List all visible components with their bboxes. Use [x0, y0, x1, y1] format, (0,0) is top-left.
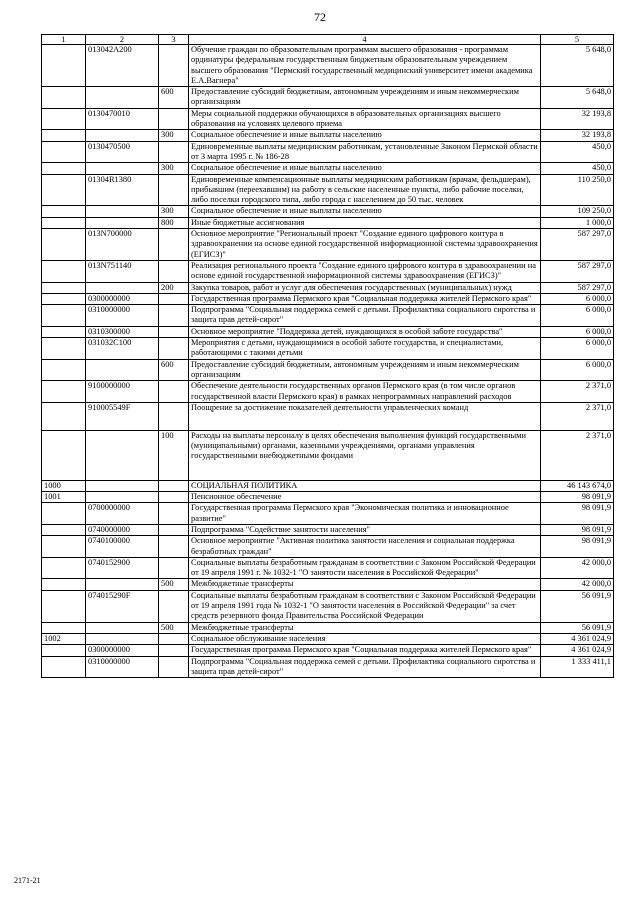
- table-row: [42, 326, 614, 337]
- target-article-code: 9100000000: [86, 381, 159, 403]
- amount: 110 250,0: [541, 174, 614, 206]
- target-article-code: [86, 492, 159, 503]
- expense-type-code: [159, 590, 189, 622]
- target-article-code: 013N700000: [86, 229, 159, 261]
- target-article-code: 0310000000: [86, 305, 159, 327]
- table-row: [42, 645, 614, 656]
- section-code: 1001: [42, 492, 86, 503]
- expense-description: Обеспечение деятельности государственных органов Пермского края (в том числе органов государственной власти Пермского края) в рамках непрограммных направлений расходов: [189, 381, 541, 403]
- section-code: 1000: [42, 480, 86, 491]
- section-code: [42, 217, 86, 228]
- amount: 450,0: [541, 163, 614, 174]
- amount: 56 091,9: [541, 622, 614, 633]
- table-row: [42, 633, 614, 644]
- section-code: [42, 402, 86, 430]
- expense-type-code: [159, 536, 189, 558]
- table-row: [42, 480, 614, 491]
- table-row: [42, 402, 614, 430]
- expense-type-code: [159, 45, 189, 87]
- expense-description: Подпрограмма "Социальная поддержка семей с детьми. Профилактика социального сиротства и защита прав детей-сирот": [189, 305, 541, 327]
- expense-description: Межбюджетные трансферты: [189, 579, 541, 590]
- expense-description: Социальное обеспечение и иные выплаты населению: [189, 206, 541, 217]
- expense-type-code: [159, 108, 189, 130]
- column-header: 3: [159, 35, 189, 45]
- table-row: [42, 579, 614, 590]
- section-code: [42, 524, 86, 535]
- section-code: [42, 430, 86, 480]
- column-header: 5: [541, 35, 614, 45]
- column-header: 1: [42, 35, 86, 45]
- expense-type-code: 500: [159, 579, 189, 590]
- table-row: [42, 260, 614, 282]
- target-article-code: 0740000000: [86, 524, 159, 535]
- amount: 2 371,0: [541, 430, 614, 480]
- amount: 4 361 024,9: [541, 645, 614, 656]
- section-code: [42, 557, 86, 579]
- table-row: [42, 503, 614, 525]
- table-row: [42, 174, 614, 206]
- table-row: [42, 206, 614, 217]
- target-article-code: [86, 633, 159, 644]
- target-article-code: 074015290F: [86, 590, 159, 622]
- table-row: [42, 430, 614, 480]
- target-article-code: [86, 480, 159, 491]
- target-article-code: [86, 622, 159, 633]
- table-row: [42, 108, 614, 130]
- expense-type-code: [159, 402, 189, 430]
- expense-description: Социальное обеспечение и иные выплаты населению: [189, 130, 541, 141]
- expense-type-code: [159, 633, 189, 644]
- expense-type-code: 500: [159, 622, 189, 633]
- section-code: [42, 536, 86, 558]
- section-code: [42, 282, 86, 293]
- expense-type-code: [159, 326, 189, 337]
- expense-description: Подпрограмма "Социальная поддержка семей с детьми. Профилактика социального сиротства и защита прав детей-сирот": [189, 656, 541, 678]
- section-code: [42, 305, 86, 327]
- amount: 1 333 411,1: [541, 656, 614, 678]
- expense-type-code: [159, 480, 189, 491]
- section-code: [42, 326, 86, 337]
- table-row: [42, 163, 614, 174]
- expense-description: Государственная программа Пермского края "Социальная поддержка жителей Пермского края": [189, 645, 541, 656]
- section-code: [42, 141, 86, 163]
- amount: 6 000,0: [541, 305, 614, 327]
- expense-description: Расходы на выплаты персоналу в целях обеспечения выполнения функций государственными (муниципальными) органами, казенными учреждениями, органами управления государственными внебюджетными фондами: [189, 430, 541, 480]
- amount: 109 250,0: [541, 206, 614, 217]
- section-code: [42, 87, 86, 109]
- target-article-code: [86, 163, 159, 174]
- expense-description: Основное мероприятие "Региональный проект "Создание единого цифрового контура в здравоохранении на основе единой государственной информационной системы здравоохранения (ЕГИСЗ)": [189, 229, 541, 261]
- amount: 2 371,0: [541, 381, 614, 403]
- expense-type-code: 800: [159, 217, 189, 228]
- expense-type-code: [159, 141, 189, 163]
- target-article-code: 013042A200: [86, 45, 159, 87]
- expense-description: Основное мероприятие "Активная политика занятости населения и социальная поддержка безработных граждан": [189, 536, 541, 558]
- expense-type-code: [159, 656, 189, 678]
- expense-type-code: 300: [159, 130, 189, 141]
- table-row: [42, 590, 614, 622]
- expense-description: Социальное обслуживание населения: [189, 633, 541, 644]
- target-article-code: 0130470010: [86, 108, 159, 130]
- amount: 98 091,9: [541, 492, 614, 503]
- section-code: [42, 590, 86, 622]
- table-row: [42, 217, 614, 228]
- amount: 6 000,0: [541, 359, 614, 381]
- expense-description: Социальное обеспечение и иные выплаты населению: [189, 163, 541, 174]
- section-code: [42, 229, 86, 261]
- expense-description: Поощрение за достижение показателей деятельности управленческих команд: [189, 402, 541, 430]
- target-article-code: [86, 359, 159, 381]
- expense-description: Единовременные выплаты медицинским работникам, установленные Законом Пермской области от 3 марта 1995 г. № 186-28: [189, 141, 541, 163]
- expense-description: Обучение граждан по образовательным программам высшего образования - программам ординатуры федеральным государственным бюджетным образовательным учреждением высшего образования "Пермский государственный медицинский университет имени академика Е.А.Вагнера": [189, 45, 541, 87]
- section-code: [42, 174, 86, 206]
- section-code: [42, 381, 86, 403]
- expense-type-code: [159, 503, 189, 525]
- expense-type-code: [159, 305, 189, 327]
- expense-description: Реализация регионального проекта "Создание единого цифрового контура в здравоохранении на основе единой государственной информационной системы здравоохранения (ЕГИСЗ)": [189, 260, 541, 282]
- target-article-code: 0300000000: [86, 645, 159, 656]
- table-row: [42, 141, 614, 163]
- expense-type-code: 600: [159, 87, 189, 109]
- expense-description: Государственная программа Пермского края "Социальная поддержка жителей Пермского края": [189, 293, 541, 304]
- expense-description: Меры социальной поддержки обучающихся в образовательных организациях высшего образования на условиях целевого приема: [189, 108, 541, 130]
- section-code: [42, 108, 86, 130]
- table-row: [42, 656, 614, 678]
- table-row: [42, 359, 614, 381]
- target-article-code: 0310000000: [86, 656, 159, 678]
- expense-description: Мероприятия с детьми, нуждающимися в особой заботе государства, и специалистами, работающими с такими детьми: [189, 338, 541, 360]
- amount: 587 297,0: [541, 260, 614, 282]
- expense-description: Предоставление субсидий бюджетным, автономным учреждениям и иным некоммерческим организациям: [189, 87, 541, 109]
- expense-description: Предоставление субсидий бюджетным, автономным учреждениям и иным некоммерческим организациям: [189, 359, 541, 381]
- target-article-code: 031032С100: [86, 338, 159, 360]
- amount: 6 000,0: [541, 326, 614, 337]
- amount: 98 091,9: [541, 503, 614, 525]
- table-row: [42, 524, 614, 535]
- amount: 6 000,0: [541, 338, 614, 360]
- section-code: [42, 163, 86, 174]
- amount: 587 297,0: [541, 229, 614, 261]
- budget-table-body: [42, 35, 614, 678]
- expense-description: Единовременные компенсационные выплаты медицинским работникам (врачам, фельдшерам), прибывшим (переехавшим) на работу в сельские населенные пункты, либо рабочие поселки, либо поселки городского типа, либо города с населением до 50 тыс. человек: [189, 174, 541, 206]
- expense-type-code: [159, 557, 189, 579]
- expense-type-code: [159, 524, 189, 535]
- section-code: [42, 293, 86, 304]
- expense-description: Закупка товаров, работ и услуг для обеспечения государственных (муниципальных) нужд: [189, 282, 541, 293]
- amount: 4 361 024,9: [541, 633, 614, 644]
- expense-type-code: [159, 174, 189, 206]
- table-row: [42, 45, 614, 87]
- table-row: [42, 557, 614, 579]
- expense-description: Иные бюджетные ассигнования: [189, 217, 541, 228]
- target-article-code: 0130470500: [86, 141, 159, 163]
- amount: 46 143 674,0: [541, 480, 614, 491]
- amount: 32 193,8: [541, 130, 614, 141]
- column-header: 4: [189, 35, 541, 45]
- target-article-code: [86, 282, 159, 293]
- amount: 98 091,9: [541, 524, 614, 535]
- column-header: 2: [86, 35, 159, 45]
- table-row: [42, 622, 614, 633]
- table-row: [42, 87, 614, 109]
- expense-type-code: [159, 381, 189, 403]
- section-code: [42, 45, 86, 87]
- expense-description: Подпрограмма "Содействие занятости населения": [189, 524, 541, 535]
- section-code: [42, 622, 86, 633]
- expense-type-code: 300: [159, 163, 189, 174]
- expense-description: Межбюджетные трансферты: [189, 622, 541, 633]
- table-row: [42, 282, 614, 293]
- document-code: 2171-21: [14, 876, 41, 885]
- table-row: [42, 338, 614, 360]
- table-row: [42, 293, 614, 304]
- target-article-code: [86, 579, 159, 590]
- table-row: [42, 536, 614, 558]
- amount: 42 000,0: [541, 557, 614, 579]
- target-article-code: 0740152900: [86, 557, 159, 579]
- target-article-code: [86, 430, 159, 480]
- target-article-code: [86, 217, 159, 228]
- target-article-code: [86, 130, 159, 141]
- amount: 42 000,0: [541, 579, 614, 590]
- page-number: 72: [314, 10, 326, 24]
- amount: 2 371,0: [541, 402, 614, 430]
- amount: 32 193,8: [541, 108, 614, 130]
- expense-type-code: [159, 260, 189, 282]
- expense-description: Социальные выплаты безработным гражданам в соответствии с Законом Российской Федерации от 19 апреля 1991 г. № 1032-1 "О занятости населения в Российской Федерации": [189, 557, 541, 579]
- table-row: [42, 229, 614, 261]
- amount: 6 000,0: [541, 293, 614, 304]
- expense-description: Основное мероприятие "Поддержка детей, нуждающихся в особой заботе государства": [189, 326, 541, 337]
- section-code: [42, 130, 86, 141]
- table-row: [42, 492, 614, 503]
- table-row: [42, 305, 614, 327]
- target-article-code: 01304R1380: [86, 174, 159, 206]
- amount: 1 000,0: [541, 217, 614, 228]
- target-article-code: 0310300000: [86, 326, 159, 337]
- section-code: [42, 338, 86, 360]
- target-article-code: 0740100000: [86, 536, 159, 558]
- target-article-code: 0300000000: [86, 293, 159, 304]
- table-row: [42, 381, 614, 403]
- target-article-code: 0700000000: [86, 503, 159, 525]
- expense-type-code: [159, 338, 189, 360]
- expense-type-code: [159, 293, 189, 304]
- expense-type-code: 600: [159, 359, 189, 381]
- amount: 450,0: [541, 141, 614, 163]
- target-article-code: [86, 206, 159, 217]
- section-code: [42, 503, 86, 525]
- expense-type-code: [159, 645, 189, 656]
- amount: 5 648,0: [541, 45, 614, 87]
- budget-table: [41, 34, 614, 678]
- expense-type-code: 200: [159, 282, 189, 293]
- section-code: [42, 359, 86, 381]
- section-code: [42, 206, 86, 217]
- amount: 98 091,9: [541, 536, 614, 558]
- table-row: [42, 130, 614, 141]
- section-code: [42, 645, 86, 656]
- amount: 5 648,0: [541, 87, 614, 109]
- column-header-row: [42, 35, 614, 45]
- expense-description: Государственная программа Пермского края "Экономическая политика и инновационное развитие": [189, 503, 541, 525]
- section-code: [42, 579, 86, 590]
- expense-description: Социальные выплаты безработным гражданам в соответствии с Законом Российской Федерации от 19 апреля 1991 года № 1032-1 "О занятости населения в Российской Федерации" за счет средств резервного фонда Правительства Российской Федерации: [189, 590, 541, 622]
- target-article-code: 910005549F: [86, 402, 159, 430]
- expense-type-code: 100: [159, 430, 189, 480]
- amount: 587 297,0: [541, 282, 614, 293]
- amount: 56 091,9: [541, 590, 614, 622]
- expense-description: Пенсионное обеспечение: [189, 492, 541, 503]
- section-code: 1002: [42, 633, 86, 644]
- expense-type-code: [159, 492, 189, 503]
- expense-type-code: 300: [159, 206, 189, 217]
- target-article-code: 013N751140: [86, 260, 159, 282]
- target-article-code: [86, 87, 159, 109]
- expense-type-code: [159, 229, 189, 261]
- section-code: [42, 260, 86, 282]
- expense-description: СОЦИАЛЬНАЯ ПОЛИТИКА: [189, 480, 541, 491]
- section-code: [42, 656, 86, 678]
